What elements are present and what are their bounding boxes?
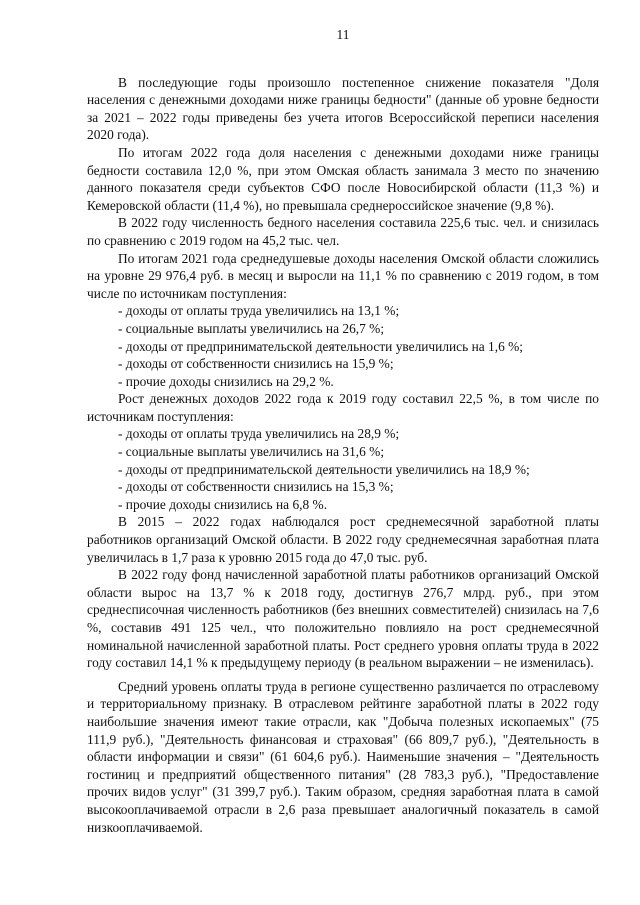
list-item: - прочие доходы снизились на 29,2 %. bbox=[118, 373, 334, 389]
paragraph-poverty-2022: По итогам 2022 года доля населения с денежными доходами ниже границы бедности составила 12,0 %, при этом Омская область занимала 3 место по значению данного показателя среди субъектов СФО после Новосибирской области (11,3 %) и Кемеровской области (11,4 %), но превышала среднероссийское значение (9,8 %). bbox=[87, 144, 599, 213]
paragraph-income-2021: По итогам 2021 года среднедушевые доходы населения Омской области сложились на уровне 29 976,4 руб. в месяц и выросли на 11,1 % по сравнению с 2019 годом, в том числе по источникам поступления: bbox=[87, 250, 599, 301]
list-item: - доходы от оплаты труда увеличились на 28,9 %; bbox=[118, 426, 400, 442]
list-item: - доходы от собственности снизились на 15,3 %; bbox=[118, 479, 394, 495]
list-item: - социальные выплаты увеличились на 26,7 %; bbox=[118, 320, 385, 336]
paragraph-poor-population: В 2022 году численность бедного населения составила 225,6 тыс. чел. и снизилась по сравнению с 2019 годом на 45,2 тыс. чел. bbox=[87, 215, 599, 248]
paragraph-salary-growth: В 2015 – 2022 годах наблюдался рост среднемесячной заработной платы работников организаций Омской области. В 2022 году среднемесячная заработная плата увеличилась в 1,7 раза к уровню 2015 года до 47,0 тыс. руб. bbox=[87, 514, 599, 565]
page-number: 11 bbox=[336, 27, 350, 42]
list-item: - прочие доходы снизились на 6,8 %. bbox=[118, 496, 328, 512]
paragraph-poverty-trend: В последующие годы произошло постепенное снижение показателя "Доля населения с денежными доходами ниже границы бедности" (данные об уровне бедности за 2021 – 2022 годы приведены без учета итогов Всероссийской переписи населения 2020 года). bbox=[87, 74, 599, 143]
list-item: - социальные выплаты увеличились на 31,6 %; bbox=[118, 444, 385, 460]
list-item: - доходы от предпринимательской деятельности увеличились на 18,9 %; bbox=[118, 461, 530, 477]
paragraph-income-growth-2022: Рост денежных доходов 2022 года к 2019 году составил 22,5 %, в том числе по источникам поступления: bbox=[87, 391, 599, 424]
paragraph-industry-wages: Средний уровень оплаты труда в регионе существенно различается по отраслевому и территориальному признаку. В отраслевом рейтинге заработной платы в 2022 году наибольшие значения имеют такие отрасли, как "Добыча полезных ископаемых" (75 111,9 руб.), "Деятельность финансовая и страховая" (66 809,7 руб.), "Деятельность в области информации и связи" (61 604,6 руб.). Наименьшие значения – "Деятельность гостиниц и предприятий общественного питания" (28 783,3 руб.), "Предоставление прочих видов услуг" (31 399,7 руб.). Таким образом, средняя заработная плата в самой высокооплачиваемой отрасли в 2,6 раза превышает аналогичный показатель в самой низкооплачиваемой. bbox=[87, 678, 599, 835]
list-item: - доходы от оплаты труда увеличились на 13,1 %; bbox=[118, 303, 400, 319]
income-sources-2021-list bbox=[87, 302, 599, 390]
document-page bbox=[87, 26, 599, 836]
list-item: - доходы от предпринимательской деятельности увеличились на 1,6 %; bbox=[118, 338, 523, 354]
income-sources-2022-list bbox=[87, 425, 599, 513]
paragraph-wage-fund: В 2022 году фонд начисленной заработной платы работников организаций Омской области вырос на 13,7 % к 2018 году, достигнув 276,7 млрд. руб., при этом среднесписочная численность работников (без внешних совместителей) снизилась на 7,6 %, составив 491 125 чел., что положительно повлияло на рост среднемесячной номинальной начисленной заработной платы. Рост среднего уровня оплаты труда в 2022 году составил 14,1 % к предыдущему периоду (в реальном выражении – не изменилась). bbox=[87, 567, 599, 671]
list-item: - доходы от собственности снизились на 15,9 %; bbox=[118, 356, 394, 372]
